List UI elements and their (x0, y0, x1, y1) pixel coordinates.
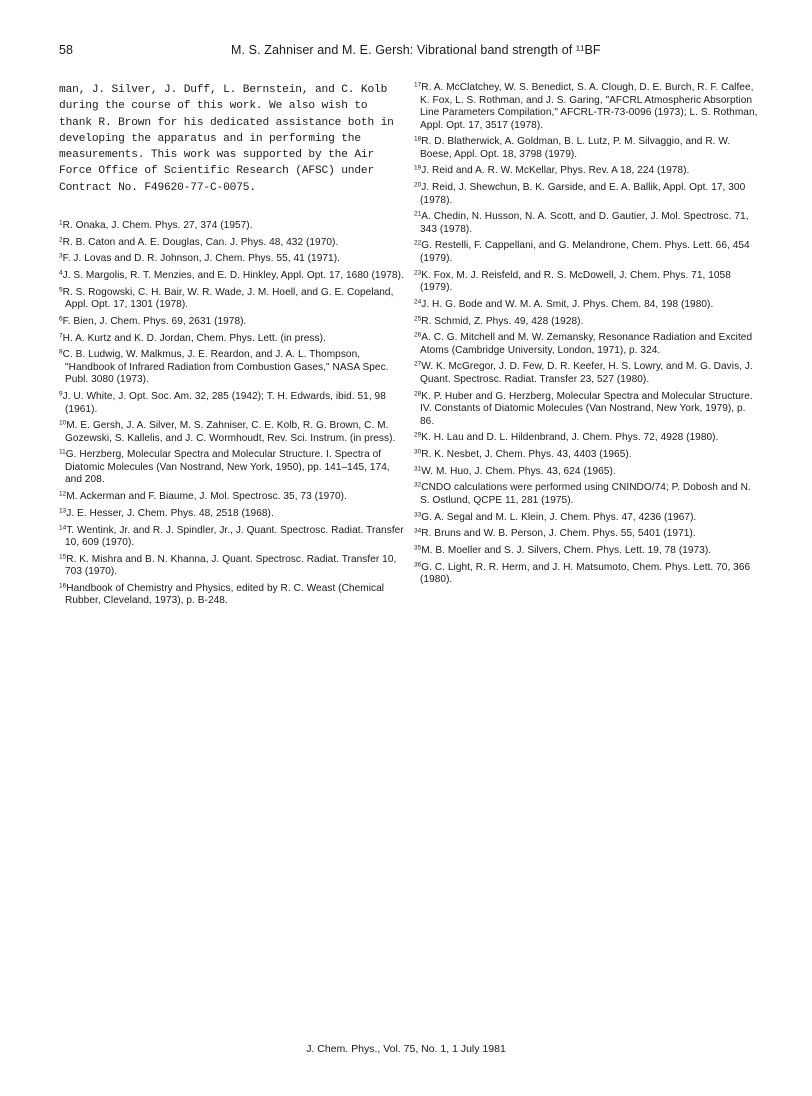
reference-list-left (59, 220, 404, 608)
reference-text: M. E. Gersh, J. A. Silver, M. S. Zahniser, C. E. Kolb, R. G. Brown, C. M. Gozewski, S. Kallelis, and J. C. Wormhoudt, Rev. Sci. Instrum. (in press). (65, 420, 396, 444)
reference-number: 12 (59, 490, 67, 498)
reference-item (414, 299, 759, 312)
reference-number: 25 (414, 315, 422, 322)
reference-number: 16 (59, 582, 67, 590)
journal-footer: J. Chem. Phys., Vol. 75, No. 1, 1 July 1981 (306, 1043, 506, 1055)
page-number: 58 (59, 43, 73, 57)
reference-text: J. Reid, J. Shewchun, B. K. Garside, and E. A. Ballik, Appl. Opt. 17, 300 (1978). (420, 182, 746, 206)
reference-item (414, 82, 759, 132)
reference-number: 20 (414, 181, 422, 189)
reference-item (59, 316, 404, 329)
reference-text: W. K. McGregor, J. D. Few, D. R. Keefer, H. S. Lowry, and M. G. Davis, J. Quant. Spectrosc. Radiat. Transfer 23, 527 (1980). (420, 361, 753, 385)
reference-number: 31 (414, 465, 422, 473)
reference-text: R. Schmid, Z. Phys. 49, 428 (1928). (421, 315, 584, 327)
reference-item (414, 432, 759, 445)
reference-number: 4 (59, 269, 63, 277)
reference-text: J. E. Hesser, J. Chem. Phys. 48, 2518 (1968). (66, 507, 274, 519)
reference-number: 6 (59, 315, 63, 323)
reference-number: 2 (59, 236, 63, 244)
reference-number: 26 (414, 331, 422, 339)
reference-text: R. K. Nesbet, J. Chem. Phys. 43, 4403 (1965). (421, 448, 632, 460)
reference-item (414, 562, 759, 587)
reference-item (59, 270, 404, 283)
reference-item (59, 237, 404, 250)
reference-item (414, 361, 759, 386)
reference-text: W. M. Huo, J. Chem. Phys. 43, 624 (1965). (421, 465, 616, 477)
reference-item (414, 449, 759, 462)
reference-number: 13 (59, 507, 67, 515)
left-column (59, 82, 404, 612)
reference-item (59, 508, 404, 521)
reference-item (414, 270, 759, 295)
acknowledgment-paragraph: man, J. Silver, J. Duff, L. Bernstein, and C. Kolb during the course of this work. We also wish to thank R. Brown for his dedicated assistance both in developing the apparatus and in performing the measurements. This work was supported by the Air Force Office of Scientific Research (AFSC) under Contract No. F49620-77-C-0075. (59, 84, 394, 194)
reference-text: K. P. Huber and G. Herzberg, Molecular Spectra and Molecular Structure. IV. Constants of Diatomic Molecules (Van Nostrand, New York, 1979), p. 86. (420, 390, 753, 427)
reference-item (414, 466, 759, 479)
reference-number: 17 (414, 81, 422, 89)
reference-text: G. Herzberg, Molecular Spectra and Molecular Structure. I. Spectra of Diatomic Molecules (Van Nostrand, New York, 1950), pp. 141–145, 174, and 208. (65, 449, 390, 486)
reference-text: M. Ackerman and F. Biaume, J. Mol. Spectrosc. 35, 73 (1970). (66, 491, 347, 503)
reference-item (59, 491, 404, 504)
reference-number: 7 (59, 332, 63, 340)
reference-text: CNDO calculations were performed using CNINDO/74; P. Dobosh and N. S. Ostlund, QCPE 11, 281 (1975). (420, 482, 751, 506)
reference-item (414, 182, 759, 207)
reference-number: 10 (59, 419, 67, 427)
reference-number: 11 (59, 448, 66, 456)
reference-item (414, 545, 759, 558)
reference-item (59, 287, 404, 312)
reference-text: J. H. G. Bode and W. M. A. Smit, J. Phys. Chem. 84, 198 (1980). (421, 298, 714, 310)
reference-item (414, 528, 759, 541)
reference-number: 21 (414, 210, 422, 218)
reference-item (414, 240, 759, 265)
reference-number: 5 (59, 286, 63, 294)
reference-text: M. B. Moeller and S. J. Silvers, Chem. Phys. Lett. 19, 78 (1973). (421, 544, 712, 556)
reference-text: G. A. Segal and M. L. Klein, J. Chem. Phys. 47, 4236 (1967). (421, 511, 697, 523)
running-title: M. S. Zahniser and M. E. Gersh: Vibrational band strength of ¹¹BF (231, 43, 601, 57)
reference-text: R. A. McClatchey, W. S. Benedict, S. A. Clough, D. E. Burch, R. F. Calfee, K. Fox, L. S. Rothman, and J. S. Garing, "AFCRL Atmospheric Absorption Line Parameters Compilation," AFCRL-TR-73-0096 (1973); L. S. Rothman, Appl. Opt. 17, 3517 (1978). (420, 82, 758, 131)
reference-item (59, 253, 404, 266)
reference-number: 19 (414, 164, 422, 172)
reference-text: R. Bruns and W. B. Person, J. Chem. Phys. 55, 5401 (1971). (421, 528, 696, 540)
reference-text: C. B. Ludwig, W. Malkmus, J. E. Reardon, and J. A. L. Thompson, "Handbook of Infrared Radiation from Combustion Gases," NASA Spec. Publ. 3080 (1973). (62, 349, 389, 386)
reference-item (59, 220, 404, 233)
reference-text: H. A. Kurtz and K. D. Jordan, Chem. Phys. Lett. (in press). (62, 332, 326, 344)
reference-number: 22 (414, 239, 422, 247)
reference-number: 9 (59, 390, 63, 398)
reference-number: 23 (414, 269, 422, 277)
reference-item (414, 332, 759, 357)
reference-number: 28 (414, 390, 422, 398)
reference-item (414, 391, 759, 429)
right-column (414, 82, 759, 591)
reference-text: T. Wentink, Jr. and R. J. Spindler, Jr., J. Quant. Spectrosc. Radiat. Transfer 10, 609 (1970). (65, 524, 404, 549)
reference-text: R. S. Rogowski, C. H. Bair, W. R. Wade, J. M. Hoell, and G. E. Copeland, Appl. Opt. 17, 1301 (1978). (62, 286, 394, 311)
reference-number: 30 (414, 448, 422, 456)
reference-item (59, 391, 404, 416)
reference-item (59, 583, 404, 608)
reference-text: J. U. White, J. Opt. Soc. Am. 32, 285 (1942); T. H. Edwards, ibid. 51, 98 (1961). (62, 391, 386, 415)
reference-number: 29 (414, 431, 422, 439)
reference-number: 18 (414, 135, 422, 143)
reference-number: 27 (414, 360, 422, 368)
reference-text: G. Restelli, F. Cappellani, and G. Melandrone, Chem. Phys. Lett. 66, 454 (1979). (420, 240, 750, 264)
reference-item (59, 525, 404, 550)
reference-text: R. K. Mishra and B. N. Khanna, J. Quant. Spectrosc. Radiat. Transfer 10, 703 (1970). (65, 553, 397, 578)
reference-item (59, 420, 404, 445)
reference-list-right (414, 82, 759, 587)
reference-text: G. C. Light, R. R. Herm, and J. H. Matsumoto, Chem. Phys. Lett. 70, 366 (1980). (420, 561, 751, 586)
reference-number: 3 (59, 252, 63, 260)
reference-number: 14 (59, 524, 67, 532)
reference-item (414, 512, 759, 525)
reference-item (414, 482, 759, 507)
reference-number: 32 (414, 481, 422, 489)
reference-item (59, 333, 404, 346)
reference-number: 1 (59, 219, 63, 227)
reference-number: 35 (414, 544, 422, 552)
reference-item (414, 136, 759, 161)
reference-item (59, 449, 404, 487)
reference-text: A. C. G. Mitchell and M. W. Zemansky, Resonance Radiation and Excited Atoms (Cambridge University, London, 1971), p. 324. (420, 332, 753, 356)
reference-number: 33 (414, 511, 422, 518)
reference-item (414, 211, 759, 236)
reference-number: 24 (414, 298, 422, 306)
reference-text: K. Fox, M. J. Reisfeld, and R. S. McDowell, J. Chem. Phys. 71, 1058 (1979). (420, 269, 731, 294)
reference-item (414, 316, 759, 329)
reference-text: R. D. Blatherwick, A. Goldman, B. L. Lutz, P. M. Silvaggio, and R. W. Boese, Appl. Opt. 18, 3798 (1979). (420, 136, 731, 160)
reference-text: K. H. Lau and D. L. Hildenbrand, J. Chem. Phys. 72, 4928 (1980). (421, 432, 719, 444)
reference-text: F. J. Lovas and D. R. Johnson, J. Chem. Phys. 55, 41 (1971). (62, 253, 340, 265)
reference-item (414, 165, 759, 178)
reference-number: 34 (414, 527, 422, 535)
reference-number: 8 (59, 348, 63, 356)
page-header (59, 43, 759, 63)
reference-item (59, 349, 404, 387)
reference-text: Handbook of Chemistry and Physics, edited by R. C. Weast (Chemical Rubber, Cleveland, 1973), p. B-248. (65, 582, 385, 607)
reference-text: F. Bien, J. Chem. Phys. 69, 2631 (1978). (62, 316, 247, 328)
reference-number: 36 (414, 561, 422, 569)
reference-text: R. Onaka, J. Chem. Phys. 27, 374 (1957). (62, 220, 253, 232)
reference-item (59, 554, 404, 579)
reference-text: J. S. Margolis, R. T. Menzies, and E. D. Hinkley, Appl. Opt. 17, 1680 (1978). (62, 270, 404, 282)
reference-number: 15 (59, 553, 67, 561)
reference-text: J. Reid and A. R. W. McKellar, Phys. Rev. A 18, 224 (1978). (421, 165, 690, 177)
reference-text: A. Chedin, N. Husson, N. A. Scott, and D. Gautier, J. Mol. Spectrosc. 71, 343 (1978). (420, 211, 749, 235)
reference-text: R. B. Caton and A. E. Douglas, Can. J. Phys. 48, 432 (1970). (62, 236, 339, 248)
